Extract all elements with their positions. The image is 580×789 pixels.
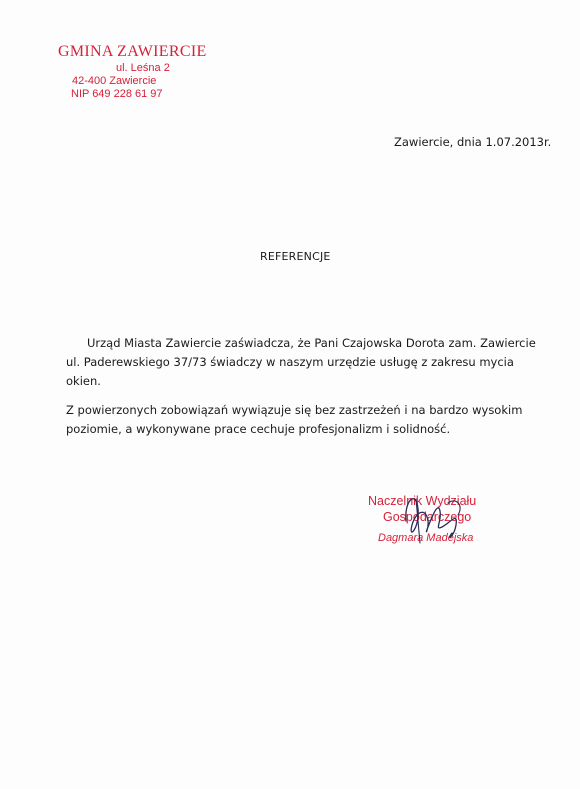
document-title: REFERENCJE bbox=[260, 250, 331, 263]
document-date: Zawiercie, dnia 1.07.2013r. bbox=[394, 135, 552, 149]
document-body bbox=[66, 334, 536, 449]
signature-role-line-1: Naczelnik Wydziału bbox=[368, 494, 477, 508]
stamp-street: ul. Leśna 2 bbox=[116, 62, 170, 74]
signature-stamp bbox=[360, 493, 530, 563]
body-paragraph-1: Urząd Miasta Zawiercie zaświadcza, że Pani Czajowska Dorota zam. Zawiercie ul. Paderewskiego 37/73 świadczy w naszym urzędzie usługę z zakresu mycia okien. bbox=[66, 336, 536, 388]
signature-role-line-2: Gospodarczego bbox=[383, 510, 472, 524]
stamp-nip: NIP 649 228 61 97 bbox=[71, 88, 163, 100]
office-stamp bbox=[58, 43, 207, 101]
stamp-org-name: GMINA ZAWIERCIE bbox=[58, 43, 207, 60]
handwritten-signature bbox=[398, 481, 478, 551]
body-paragraph-2: Z powierzonych zobowiązań wywiązuje się bez zastrzeżeń i na bardzo wysokim poziomie, a wykonywane prace cechuje profesjonalizm i solidność. bbox=[66, 403, 523, 436]
stamp-postal-city: 42-400 Zawiercie bbox=[72, 75, 157, 87]
signature-name: Dagmara Madejska bbox=[378, 532, 474, 544]
